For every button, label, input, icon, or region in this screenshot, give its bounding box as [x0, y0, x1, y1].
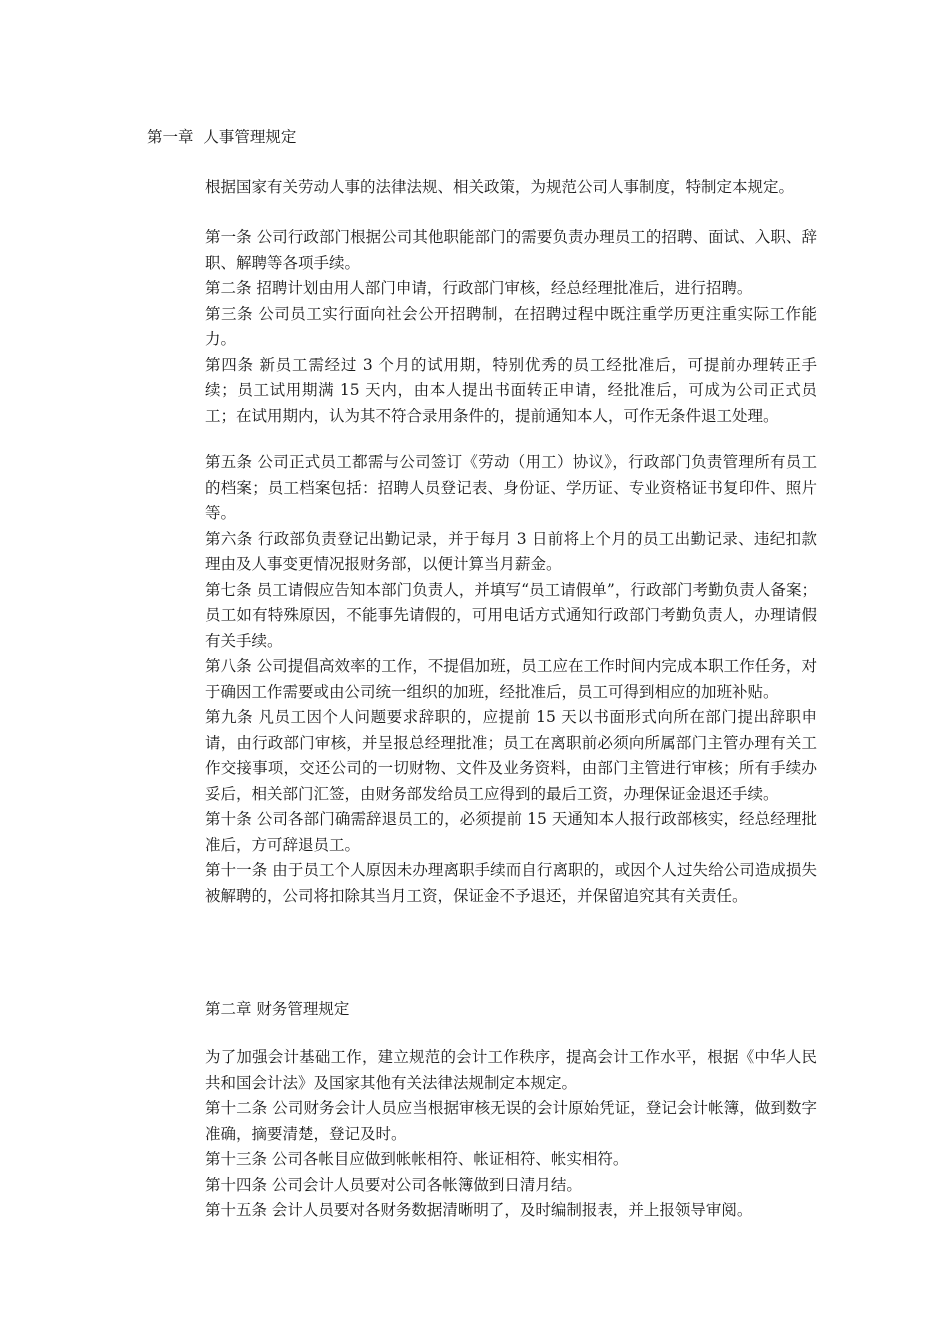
- article-9: 第九条 凡员工因个人问题要求辞职的，应提前 15 天以书面形式向所在部门提出辞职申请，由行政部门审核，并呈报总经理批准；员工在离职前必须向所属部门主管办理有关工作交接事项，交还公司的一切财物、文件及业务资料，由部门主管进行审核；所有手续办妥后，相关部门汇签，由财务部发给员工应得到的最后工资，办理保证金退还手续。: [205, 708, 817, 803]
- article-4: 第四条 新员工需经过 3 个月的试用期，特别优秀的员工经批准后，可提前办理转正手续；员工试用期满 15 天内，由本人提出书面转正申请，经批准后，可成为公司正式员工；在试用期内，认为其不符合录用条件的，提前通知本人，可作无条件退工处理。: [205, 355, 817, 425]
- article-5: 第五条 公司正式员工都需与公司签订《劳动（用工）协议》，行政部门负责管理所有员工的档案；员工档案包括：招聘人员登记表、身份证、学历证、专业资格证书复印件、照片等。: [205, 453, 817, 522]
- article-1: 第一条 公司行政部门根据公司其他职能部门的需要负责办理员工的招聘、面试、入职、辞职、解聘等各项手续。: [205, 228, 817, 272]
- article-10: 第十条 公司各部门确需辞退员工的，必须提前 15 天通知本人报行政部核实，经总经理批准后，方可辞退员工。: [205, 810, 817, 854]
- article-2: 第二条 招聘计划由用人部门申请，行政部门审核，经总经理批准后，进行招聘。: [205, 279, 753, 297]
- article-13: 第十三条 公司各帐目应做到帐帐相符、帐证相符、帐实相符。: [205, 1150, 629, 1168]
- article-8: 第八条 公司提倡高效率的工作，不提倡加班，员工应在工作时间内完成本职工作任务，对于确因工作需要或由公司统一组织的加班，经批准后，员工可得到相应的加班补贴。: [205, 657, 817, 701]
- article-14: 第十四条 公司会计人员要对公司各帐簿做到日清月结。: [205, 1175, 582, 1194]
- chapter-1-title: 第一章 人事管理规定: [147, 128, 297, 146]
- chapter-2-intro: 为了加强会计基础工作，建立规范的会计工作秩序，提高会计工作水平，根据《中华人民共和国会计法》及国家其他有关法律法规制定本规定。: [205, 1048, 817, 1092]
- chapter-1-articles-b: [205, 450, 817, 909]
- chapter-1-intro: [205, 175, 817, 201]
- intro-paragraph: 根据国家有关劳动人事的法律法规、相关政策，为规范公司人事制度，特制定本规定。: [205, 178, 795, 196]
- chapter-1-articles-a: [205, 225, 817, 429]
- article-7: 第七条 员工请假应告知本部门负责人，并填写“员工请假单”，行政部门考勤负责人备案；员工如有特殊原因，不能事先请假的，可用电话方式通知行政部门考勤负责人，办理请假有关手续。: [205, 580, 817, 650]
- article-11: 第十一条 由于员工个人原因未办理离职手续而自行离职的，或因个人过失给公司造成损失被解聘的，公司将扣除其当月工资，保证金不予退还，并保留追究其有关责任。: [205, 861, 817, 905]
- article-15: 第十五条 会计人员要对各财务数据清晰明了，及时编制报表，并上报领导审阅。: [205, 1201, 753, 1219]
- article-3: 第三条 公司员工实行面向社会公开招聘制，在招聘过程中既注重学历更注重实际工作能力。: [205, 304, 817, 348]
- chapter-2-body: [205, 1045, 817, 1224]
- chapter-2-title: 第二章 财务管理规定: [205, 1000, 350, 1018]
- article-12: 第十二条 公司财务会计人员应当根据审核无误的会计原始凭证，登记会计帐簿，做到数字准确，摘要清楚，登记及时。: [205, 1099, 817, 1143]
- article-6: 第六条 行政部负责登记出勤记录，并于每月 3 日前将上个月的员工出勤记录、违纪扣款理由及人事变更情况报财务部，以便计算当月薪金。: [205, 529, 817, 573]
